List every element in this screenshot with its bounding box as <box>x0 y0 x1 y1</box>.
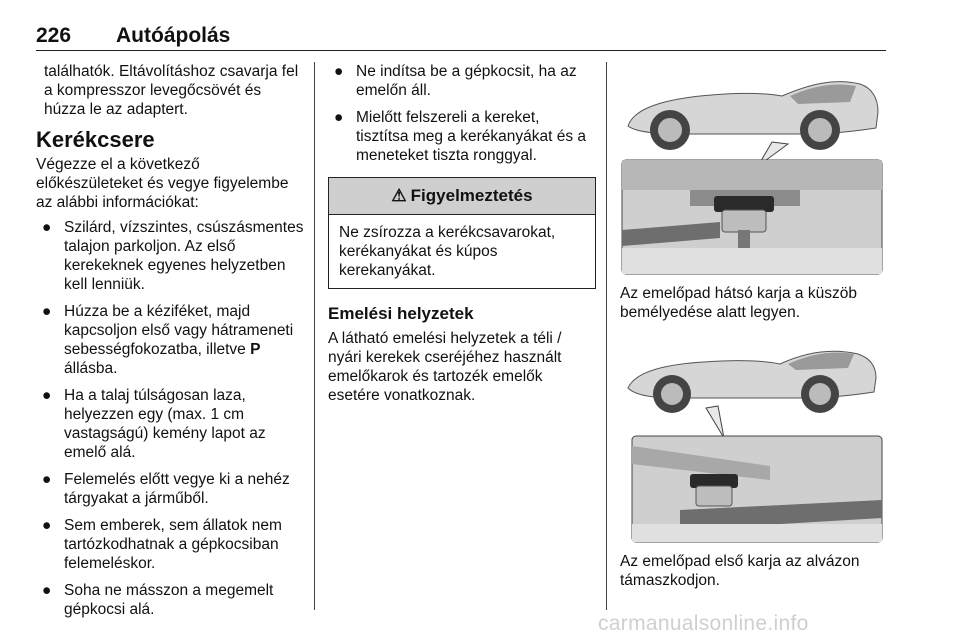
warning-title: Figyelmeztetés <box>410 186 533 205</box>
bullet-icon: ● <box>42 219 52 236</box>
warning-box <box>328 177 596 289</box>
lead-paragraph: Végezze el a következő előkészületeket és vegye figyelembe az alábbi információkat: <box>36 156 289 211</box>
list-item: ● Mielőtt felszereli a kereket, tisztítsa meg a kerékanyákat és a meneteket tiszta ronggyal. <box>334 109 587 164</box>
list-item: ● Húzza be a kéziféket, majd kapcsoljon első vagy hátrameneti sebességfokozatba, illetve P állásba. <box>42 303 294 377</box>
page-header <box>36 24 886 50</box>
warning-header <box>329 178 595 215</box>
watermark: carmanualsonline.info <box>598 612 809 635</box>
warning-text: Ne zsírozza a kerékcsavarokat, kerékanyákat és kúpos kerekanyákat. <box>339 224 556 279</box>
bullet-icon: ● <box>42 303 52 320</box>
column-middle <box>328 62 596 405</box>
column-right <box>620 62 884 590</box>
bullet-icon: ● <box>334 63 344 80</box>
list-item: ● Szilárd, vízszintes, csúszásmentes talajon parkoljon. Az első kerekeknek egyenes helyzetben kell lenniük. <box>42 219 304 293</box>
front-lift-caption: Az emelőpad első karja az alvázon támaszkodjon. <box>620 553 860 589</box>
subsection-paragraph: A látható emelési helyzetek a téli / nyári kerekek cseréjéhez használt emelőkarok és tartozék emelők esetére vonatkoznak. <box>328 330 562 404</box>
checklist-continued <box>328 62 596 165</box>
column-divider-1 <box>314 62 315 610</box>
column-divider-2 <box>606 62 607 610</box>
chapter-title: Autóápolás <box>116 24 231 47</box>
section-title: Kerékcsere <box>36 127 155 152</box>
bullet-icon: ● <box>42 471 52 488</box>
front-lift-point-illustration <box>620 334 884 544</box>
warning-triangle-icon: ⚠ <box>391 186 407 205</box>
subsection-title: Emelési helyzetek <box>328 304 474 323</box>
page-number: 226 <box>36 24 72 47</box>
bullet-icon: ● <box>42 582 52 599</box>
bullet-icon: ● <box>42 517 52 534</box>
list-item: ● Sem emberek, sem állatok nem tartózkodhatnak a gépkocsiban felemeléskor. <box>42 517 282 572</box>
column-left <box>36 62 304 627</box>
header-rule <box>36 50 886 51</box>
list-item: ● Soha ne másszon a megemelt gépkocsi alá. <box>42 582 274 618</box>
checklist <box>36 218 304 619</box>
intro-paragraph: találhatók. Eltávolításhoz csavarja fel a kompresszor levegőcsövét és húzza le az adaptert. <box>44 63 299 118</box>
bullet-icon: ● <box>334 109 344 126</box>
rear-lift-point-illustration <box>620 62 884 276</box>
list-item: ● Ne indítsa be a gépkocsit, ha az emelőn áll. <box>334 63 577 99</box>
list-item: ● Ha a talaj túlságosan laza, helyezzen egy (max. 1 cm vastagságú) kemény lapot az emelő alá. <box>42 387 266 461</box>
bullet-icon: ● <box>42 387 52 404</box>
list-item: ● Felemelés előtt vegye ki a nehéz tárgyakat a járműből. <box>42 471 290 507</box>
rear-lift-caption: Az emelőpad hátsó karja a küszöb bemélyedése alatt legyen. <box>620 285 857 321</box>
